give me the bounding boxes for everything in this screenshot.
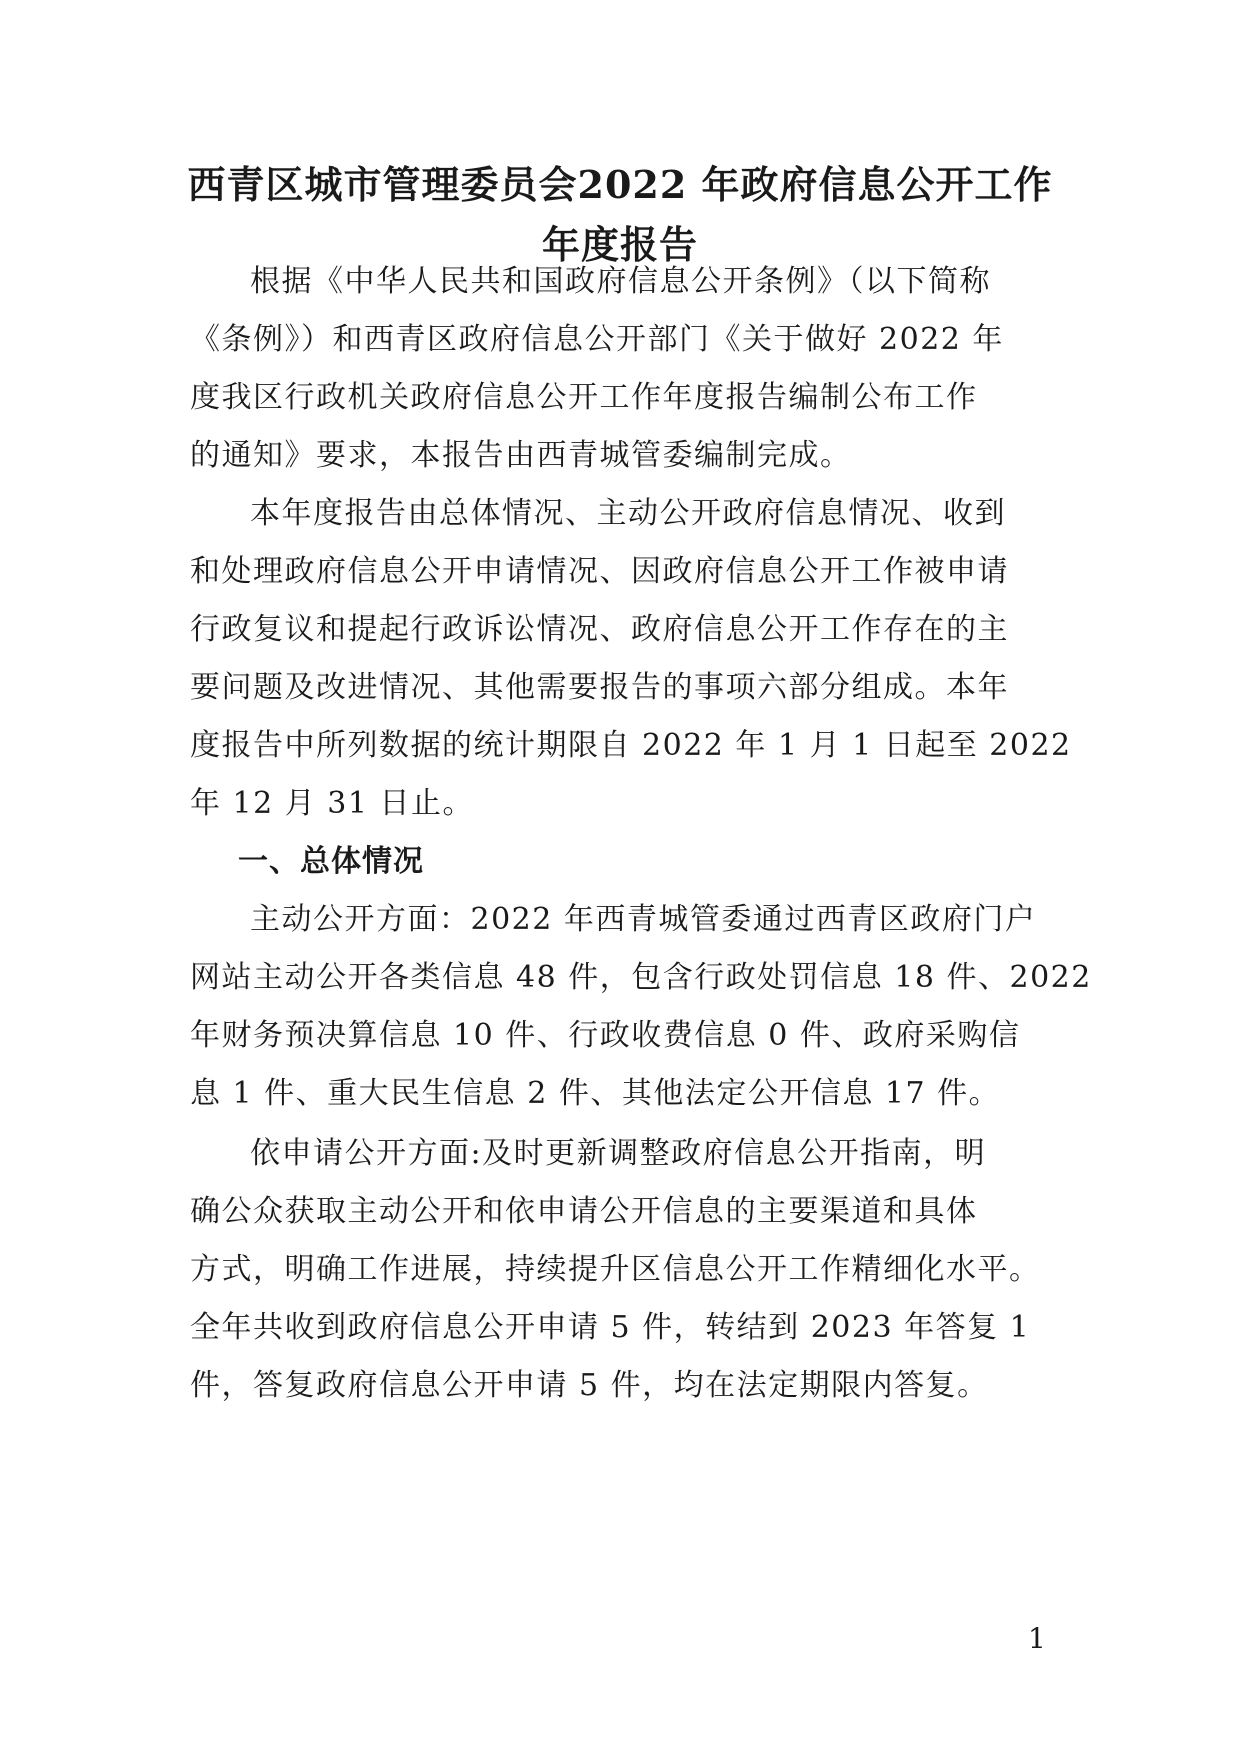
document-title-line-1: 西青区城市管理委员会2022 年政府信息公开工作 bbox=[187, 162, 1053, 207]
section-heading-general: 一、总体情况 bbox=[238, 844, 424, 879]
structure-paragraph-line: 本年度报告由总体情况、主动公开政府信息情况、收到 bbox=[250, 496, 1006, 531]
application-paragraph-line: 方式，明确工作进展，持续提升区信息公开工作精细化水平。 bbox=[190, 1252, 1041, 1287]
structure-paragraph-line: 和处理政府信息公开申请情况、因政府信息公开工作被申请 bbox=[190, 554, 1009, 589]
structure-paragraph-line: 年 12 月 31 日止。 bbox=[190, 786, 474, 821]
intro-paragraph-line: 《条例》）和西青区政府信息公开部门《关于做好 2022 年 bbox=[190, 322, 1004, 357]
proactive-paragraph-line: 网站主动公开各类信息 48 件，包含行政处罚信息 18 件、2022 bbox=[190, 960, 1092, 995]
intro-paragraph-line: 根据《中华人民共和国政府信息公开条例》（以下简称 bbox=[250, 264, 991, 299]
page-number: 1 bbox=[1028, 1622, 1046, 1655]
document-title-line-2: 年度报告 bbox=[541, 222, 698, 267]
application-paragraph-line: 件，答复政府信息公开申请 5 件，均在法定期限内答复。 bbox=[190, 1368, 989, 1403]
proactive-paragraph-line: 年财务预决算信息 10 件、行政收费信息 0 件、政府采购信 bbox=[190, 1018, 1021, 1053]
application-paragraph-line: 全年共收到政府信息公开申请 5 件，转结到 2023 年答复 1 bbox=[190, 1310, 1031, 1345]
intro-paragraph-line: 的通知》要求，本报告由西青城管委编制完成。 bbox=[190, 438, 852, 473]
structure-paragraph-line: 行政复议和提起行政诉讼情况、政府信息公开工作存在的主 bbox=[190, 612, 1009, 647]
application-paragraph-line: 确公众获取主动公开和依申请公开信息的主要渠道和具体 bbox=[190, 1194, 978, 1229]
structure-paragraph-line: 要问题及改进情况、其他需要报告的事项六部分组成。本年 bbox=[190, 670, 1009, 705]
proactive-paragraph-line: 息 1 件、重大民生信息 2 件、其他法定公开信息 17 件。 bbox=[190, 1076, 1001, 1111]
application-paragraph-line: 依申请公开方面:及时更新调整政府信息公开指南，明 bbox=[250, 1136, 987, 1171]
intro-paragraph-line: 度我区行政机关政府信息公开工作年度报告编制公布工作 bbox=[190, 380, 978, 415]
structure-paragraph-line: 度报告中所列数据的统计期限自 2022 年 1 月 1 日起至 2022 bbox=[190, 728, 1072, 763]
proactive-paragraph-line: 主动公开方面：2022 年西青城管委通过西青区政府门户 bbox=[250, 902, 1037, 937]
